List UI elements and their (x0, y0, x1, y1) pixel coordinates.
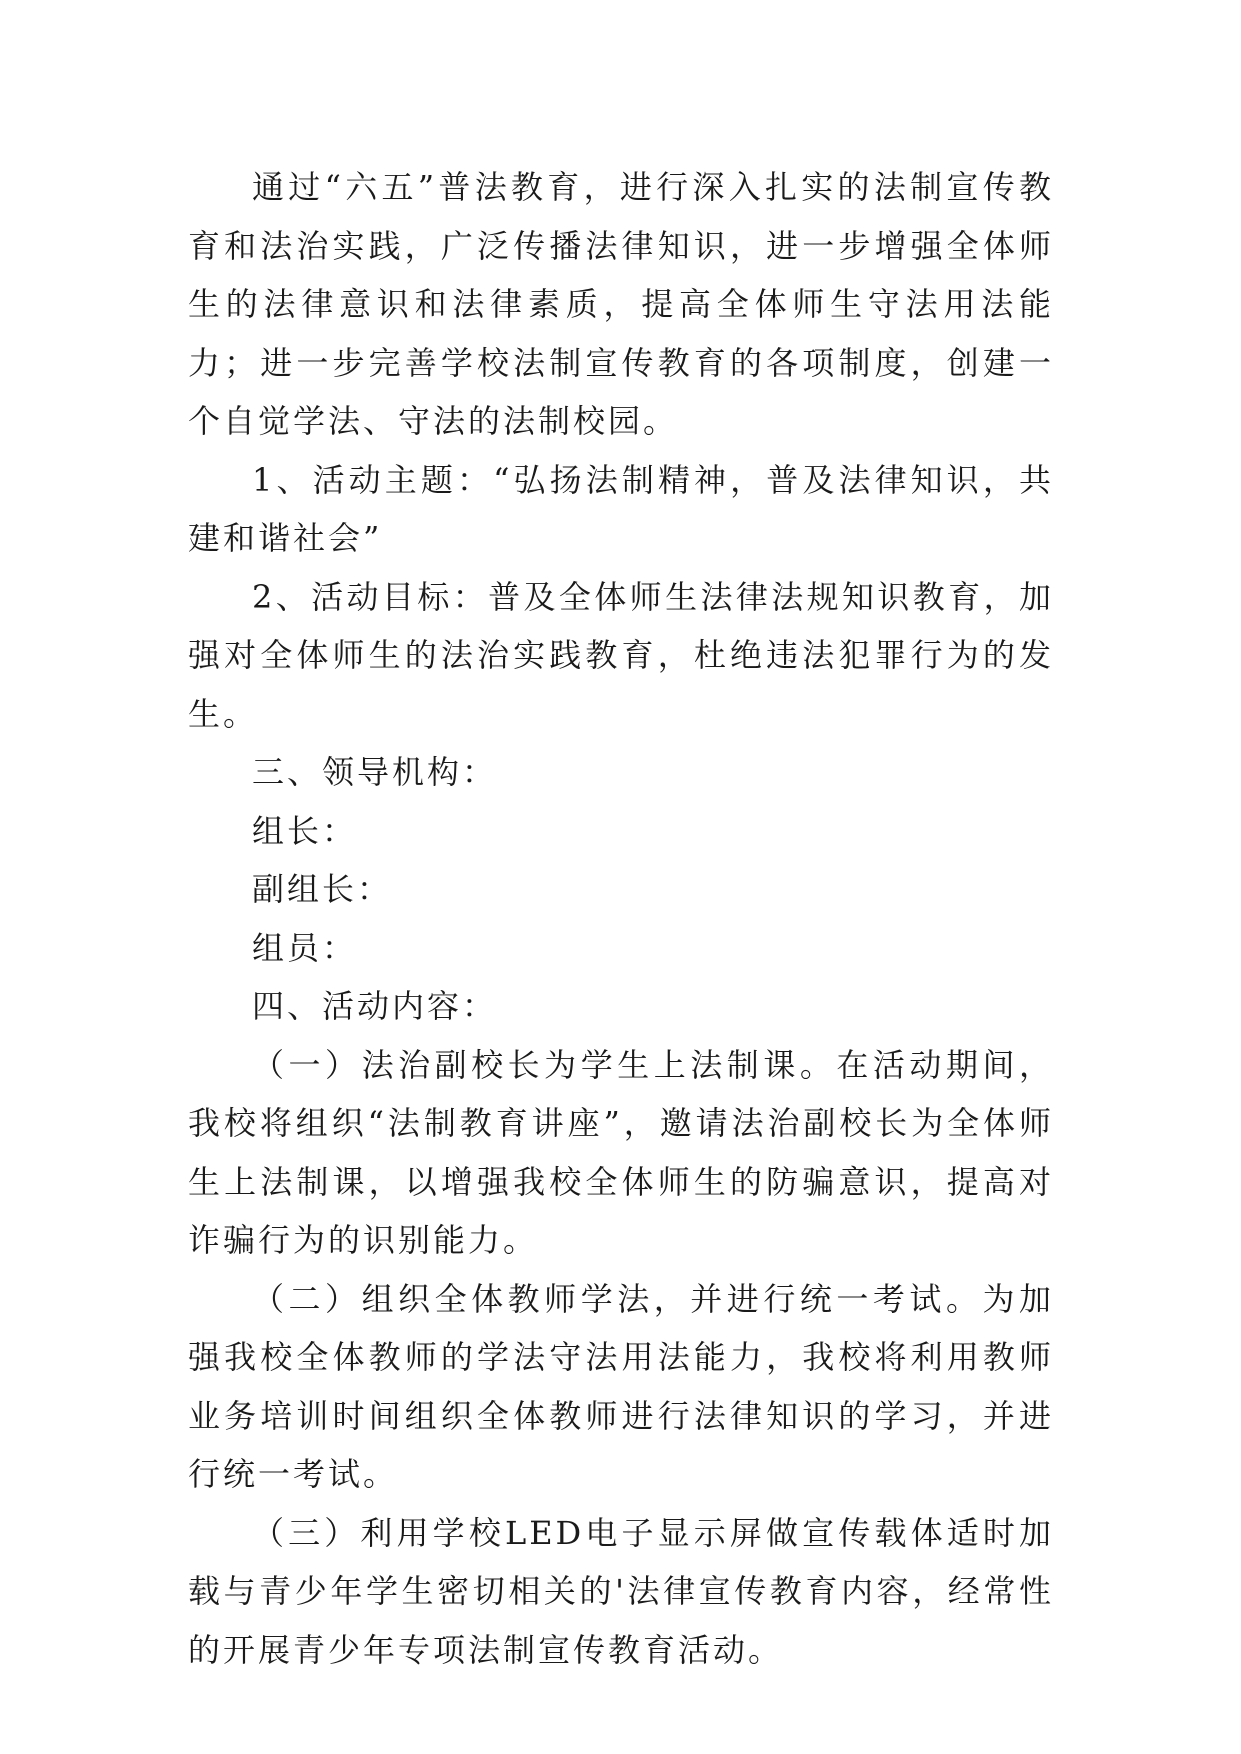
paragraph-activity-goal: 2、活动目标：普及全体师生法律法规知识教育，加强对全体师生的法治实践教育，杜绝违法犯罪行为的发生。 (188, 577, 1054, 733)
heading-leadership: 三、领导机构： (252, 753, 498, 791)
paragraph-item-3: （三）利用学校LED电子显示屏做宣传载体适时加载与青少年学生密切相关的'法律宣传教育内容，经常性的开展青少年专项法制宣传教育活动。 (188, 1513, 1054, 1669)
paragraph-item-1: （一）法治副校长为学生上法制课。在活动期间，我校将组织“法制教育讲座”，邀请法治副校长为全体师生上法制课，以增强我校全体师生的防骗意识，提高对诈骗行为的识别能力。 (188, 1045, 1054, 1259)
leader-line: 组长： (252, 811, 358, 850)
paragraph-activity-theme: 1、活动主题：“弘扬法制精神，普及法律知识，共建和谐社会” (188, 460, 1054, 557)
members-line: 组员： (252, 928, 358, 967)
deputy-leader-line: 副组长： (252, 870, 393, 908)
document-body (188, 158, 1054, 1679)
paragraph-item-2: （二）组织全体教师学法，并进行统一考试。为加强我校全体教师的学法守法用法能力，我校将利用教师业务培训时间组织全体教师进行法律知识的学习，并进行统一考试。 (188, 1279, 1054, 1493)
heading-activity-content: 四、活动内容： (252, 987, 498, 1025)
paragraph-intro: 通过“六五”普法教育，进行深入扎实的法制宣传教育和法治实践，广泛传播法律知识，进一步增强全体师生的法律意识和法律素质，提高全体师生守法用法能力；进一步完善学校法制宣传教育的各项制度，创建一个自觉学法、守法的法制校园。 (188, 168, 1054, 440)
